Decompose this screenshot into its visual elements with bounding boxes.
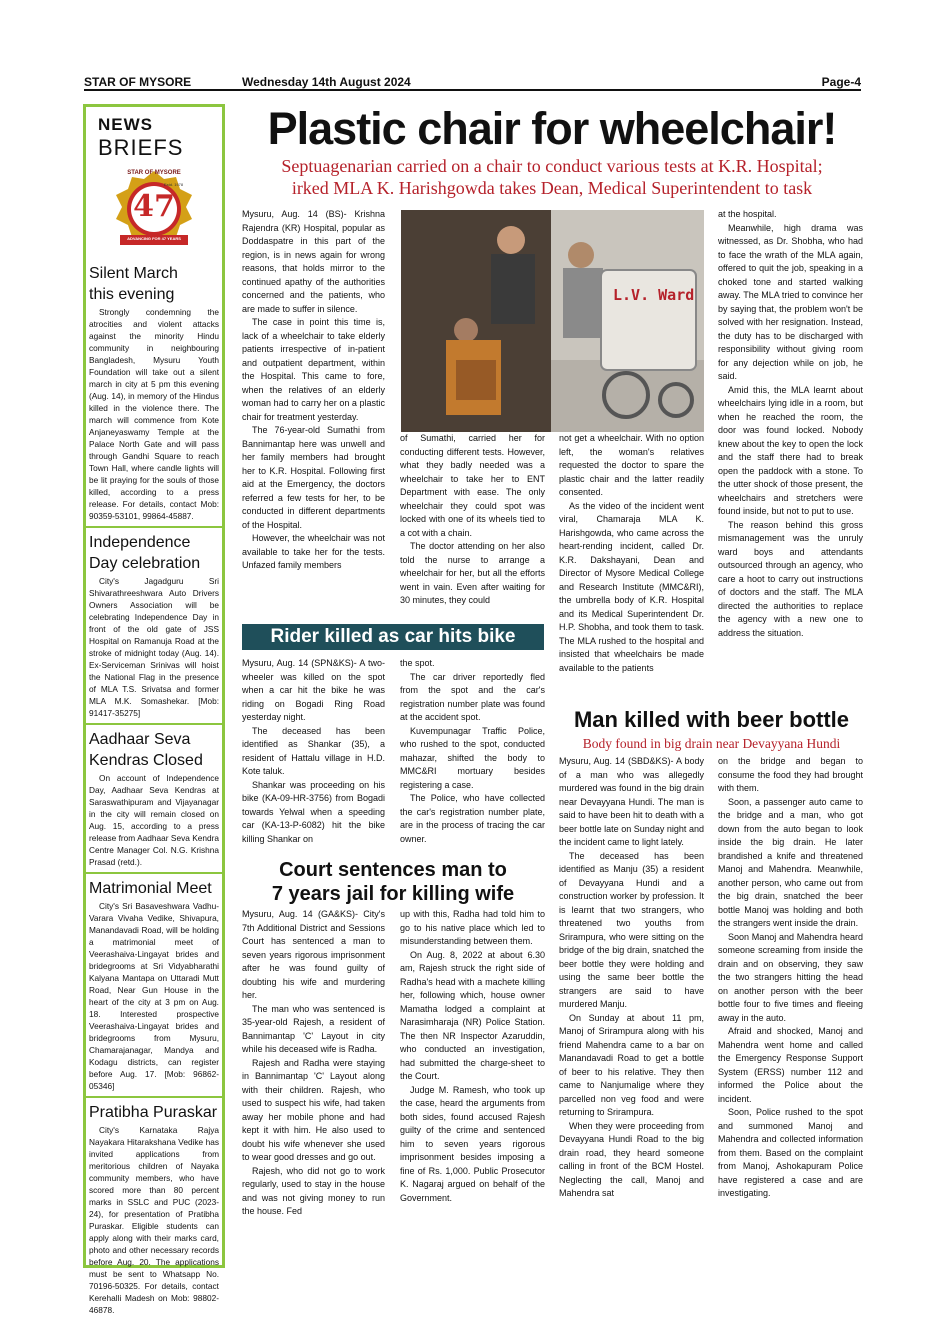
paragraph: Rajesh and Radha were staying in Bannimantap 'C' Layout along with their children. Rajesh, who used to suspect his wife, had taken away her mobile phone and had kept it with him. He also used to doubt his wife whenever she used to wear good dresses and go out. [242,1057,385,1162]
paragraph: When they were proceeding from Devayyana Hundi Road to the big drain road, they heard someone calling in front of the BCM Hostel. Neglecting the call, Manoj and Mahendra sat [559,1120,704,1198]
lead-photo [401,210,704,432]
brief-headline: Matrimonial Meet [89,880,212,897]
paragraph: the spot. [400,658,435,668]
paragraph: on the bridge and began to consume the food they had brought with them. [718,756,863,793]
lead-column-2 [400,432,545,616]
paragraph: Meanwhile, high drama was witnessed, as Dr. Shobha, who had to face the wrath of the MLA again, offered to quit the job, speaking in a choked tone and started walking away. The MLA tried to convince her by saying that, the problem won't be solved with her resignation. Instead, the duty has to be discharged with responsibility without giving room for any dejection while on job, he said. [718,222,863,381]
paragraph: The reason behind this gross mismanagement was the unruly ward boys and attendants outsourced through an agency, who care a hoot to carry out instructions of doctors and the staff. The MLA directed the authorities to replace the agency with a new one to address the situation. [718,519,863,638]
logo-number: 47 [133,189,175,224]
paragraph: Judge M. Ramesh, who took up the case, heard the arguments from both sides, found accused Rajesh guilty of the crime and sentenced him to seven years rigorous imprisonment besides imposing a fine of Rs. 1,000. Public Prosecutor K. Nagaraj argued on behalf of the Government. [400,1084,545,1203]
brief-headline: Silent March this evening [89,265,178,303]
court-column-1 [242,908,385,1264]
paragraph: The deceased has been identified as Shankar (35), a resident of Hattalu village in H.D. Kote taluk. [242,725,385,776]
logo-est: Estd. 1978 [164,182,184,187]
lead-column-1 [242,208,385,616]
brief-item [86,263,222,522]
paragraph: The car driver reportedly fled from the spot and the car's registration number plate was found at the accident spot. [400,671,545,722]
beer-headline: Man killed with beer bottle [573,707,850,732]
anniversary-logo [114,169,194,259]
paragraph: of Sumathi, carried her for conducting different tests. However, what they badly needed was a wheelchair to take her to ENT Department with ease. The only wheelchair they could spot was locked with one of its wheels tied to a cot with a chain. [400,433,545,538]
paragraph: Soon, a passenger auto came to the bridge and a man, who got down from the auto began to look inside the big drain. He later brandished a knife and threatened Manoj and Mahendra. Meanwhile, another person, who came out from the big drain, snatched the beer bottle Manoj was holding and both the strangers went inside the drain. [718,796,863,928]
court-column-2 [400,908,545,1264]
lead-headline: Plastic chair for wheelchair! [267,103,837,154]
paragraph: The 76-year-old Sumathi from Bannimantap here was unwell and her family members had brought her to K.R. Hospital. Following first aid at the Emergency, the doctors referred a few tests for her, to be conducted in different departments of the Hospital. [242,425,385,530]
lead-deck [240,155,864,199]
page-header [84,73,861,91]
paragraph: Mysuru, Aug. 14 (GA&KS)- City's 7th Additional District and Sessions Court has sentenced a man to seven years rigorous imprisonment after he was found guilty of doubting his wife and murdering her. [242,909,385,1000]
brief-body: Strongly condemning the atrocities and violent attacks against the minority Hindu community in neighbouring Bangladesh, Mysuru Youth Foundation will take out a silent march in city at 5 pm this evening (Aug. 14), in memory of the Hindus killed in the violence there. The march will commence from Kote Anjaneyaswamy Temple at the Palace North Gate and will pass through Gandhi Square to reach Town Hall, where candle lights will be lit praying for the souls of those killed, according to a press release. For details, contact Mob: 90359-53101, 99864-45887. [89,307,219,521]
paragraph: However, the wheelchair was not available to take her for the tests. Unfazed family members [242,533,385,570]
paragraph: The doctor attending on her also told the nurse to arrange a wheelchair for her, but all the efforts went in vain. Even after waiting for 30 minutes, they could [400,541,545,605]
brief-headline: Aadhaar Seva Kendras Closed [89,731,203,769]
lead-column-3 [559,432,704,702]
brief-body: On account of Independence Day, Aadhaar Seva Kendras at Saraswathipuram and Vijayanagar in the city will remain closed on Aug. 15, according to a press release from Aadhaar Seva Kendra Centre Manager Col. N.G. Krishna Prasad (retd.). [89,773,219,867]
paragraph: On Aug. 8, 2022 at about 6.30 am, Rajesh struck the right side of Radha's head with a machete killing her, following which, house owner Mamatha lodged a complaint at Narasimharaja (NR) Police Station. The then NR Inspector Azaruddin, who conducted an investigation, had submitted the charge-sheet to the Court. [400,949,545,1081]
paragraph: Mysuru, Aug. 14 (SBD&KS)- A body of a man who was allegedly murdered was found in the big drain near Devayyana Hundi. The man is said to have been hit to death with a beer bottle late on Sunday night and the incident came to light lately. [559,756,704,847]
logo-top-text: STAR OF MYSORE [127,170,181,176]
lead-column-4 [718,208,863,702]
paragraph: at the hospital. [718,209,777,219]
brief-headline: Independence Day celebration [89,534,201,572]
briefs-title-news: NEWS [98,115,153,134]
page-number: Page-4 [821,75,861,89]
hospital-photo-illustration [401,210,704,432]
rider-column-2 [400,657,545,855]
brief-item [86,526,222,719]
logo-ribbon: ADVANCING FOR 47 YEARS [127,236,181,241]
paragraph: Mysuru, Aug. 14 (SPN&KS)- A two-wheeler was killed on the spot when a car hit the bike he was riding on Bogadi Ring Road yesterday night. [242,658,385,722]
brief-body: City's Sri Basaveshwara Vadhu-Varara Vivaha Vedike, Shivapura, Manandavadi Road, will be holding a matrimonial meet of Veerashaiva-Lingayat brides and bridegrooms at Sri Vidyabharathi Kalyana Mantapa on Uttaradi Mutt Road, Near Gun House in the heart of the city at 3 pm on Aug. 18. Interested prospective Veerashaiva-Lingayat brides and bridegrooms from Mysuru, Chamarajanagar, Mandya and Kodagu districts, can register before Aug. 17. [Mob: 96862-05346] [89,901,219,1091]
briefs-title-briefs: BRIEFS [98,135,184,160]
photo-ward-sign: L.V. Ward [613,286,695,304]
brief-body: City's Karnataka Rajya Nayakara Hitarakshana Vedike has invited applications from meritorious children of Nayaka community members, who have scored more than 80 percent marks in SSLC and PUC (2023-24), for presentation of Pratibha Puraskar. Eligible students can apply along with their marks card, photo and other necessary records before Aug. 20. The applications must be sent to Whatsapp No. 70196-50325. For details, contact Kerehalli Madesh on Mob: 98802-46878. [89,1125,219,1315]
beer-column-2 [718,755,863,1264]
paragraph: The Police, who have collected the car's registration number plate, are in the process of tracing the car owner. [400,793,545,844]
paragraph: Kuvempunagar Traffic Police, who rushed to the spot, conducted mahazar, shifted the body to MMC&RI mortuary besides registering a case. [400,725,545,790]
brief-item [86,723,222,868]
beer-deck: Body found in big drain near Devayyana Hundi [582,736,841,751]
paragraph: not get a wheelchair. With no option left, the woman's relatives requested the doctor to spare the plastic chair and the latter readily consented. [559,433,704,497]
court-headline-line-2: 7 years jail for killing wife [271,883,515,905]
paragraph: The man who was sentenced is 35-year-old Rajesh, a resident of Bannimantap 'C' Layout in city while his deceased wife is Radha. [242,1003,385,1054]
paragraph: Mysuru, Aug. 14 (BS)- Krishna Rajendra (KR) Hospital, popular as Doddaspatre in this part of the region, is in news again for wrong reasons, that holds mirror to the continued apathy of the authorities concerned and the patients, who are made to suffer in silence. [242,209,385,314]
paragraph: Amid this, the MLA learnt about wheelchairs lying idle in a room, but when he reached the room, the door was found locked. Nobody knew about the key to open the lock and the staff there had to break open the paddock with a stone. To the utter shock of those present, the wheelchairs and stretchers were found inside, but not to put to use. [718,384,863,516]
court-headline-line-1: Court sentences man to [279,859,507,881]
paragraph: Soon, Police rushed to the spot and summoned Manoj and Mahendra and collected information from them. Based on the complaint from Manoj, Ashokapuram Police have registered a case and are investigating. [718,1107,863,1198]
news-briefs-sidebar [83,104,225,1315]
rider-headline: Rider killed as car hits bike [242,624,544,650]
brief-item [86,872,222,1092]
court-headline [242,858,544,906]
lead-deck-line-2: irked MLA K. Harishgowda takes Dean, Medical Superintendent to task [291,178,813,198]
paragraph: Rajesh, who did not go to work regularly, used to stay in the house and was not giving money to run the house. Fed [242,1165,385,1216]
paragraph: Afraid and shocked, Manoj and Mahendra went home and called the Emergency Response Support System (ERSS) number 112 and informed the Police about the incident. [718,1026,863,1104]
rider-column-1 [242,657,385,855]
beer-column-1 [559,755,704,1264]
brief-headline: Pratibha Puraskar [89,1104,218,1121]
brief-item [86,1096,222,1316]
issue-date: Wednesday 14th August 2024 [242,75,411,89]
paragraph: On Sunday at about 11 pm, Manoj of Srirampura along with his friend Mahendra came to a bar on Manandavadi Road to get a bottle of beer to his relative. They then came to Nanjumalige where they parcelled non veg food and were returning to Srirampura. [559,1012,704,1117]
paper-name: STAR OF MYSORE [84,75,192,89]
paragraph: The deceased has been identified as Manju (35) a resident of Devayyana Hundi and a construction worker by profession. It is learnt that two strangers, who threatened two youths from Srirampura, who were sitting on the bridge of the big drain, snatched the beer bottle they were holding and using the same beer bottle the strangers are said to have murdered Manju. [559,850,704,1009]
paragraph: As the video of the incident went viral, Chamaraja MLA K. Harishgowda, who came across the heart-rending incident, called Dr. K.R. Dakshayani, Dean and Director of Mysore Medical College and Research Institute (MMC&RI), the umbrella body of K.R. Hospital and its Medical Superintendent Dr. H.P. Shobha, and took them to task. The MLA rushed to the hospital and insisted that wheelchairs be made available to the patients [559,500,704,673]
paragraph: The case in point this time is, lack of a wheelchair to take elderly patients irrespective of in-patient and outpatient department, within the Hospital. This came to fore, when the relatives of an elderly woman had to carry her on a plastic chair for treatment yesterday. [242,317,385,422]
paragraph: Shankar was proceeding on his bike (KA-09-HR-3756) from Bogadi towards Yelwal when a speeding car (KA-13-P-6082) hit the bike killing Shankar on [242,779,385,844]
paragraph: up with this, Radha had told him to go to his native place which led to misunderstanding between them. [400,909,545,946]
brief-body: City's Jagadguru Sri Shivarathreeshwara Auto Drivers Owners Association will be celebrating Independence Day in front of the old gate of JSS Hospital on Ramanuja Road at the stroke of midnight today (Aug. 14). Ex-Serviceman Srinivas will hoist the National Flag in the presence of MLA T.S. Srivatsa and former MLA M.K. Somashekar. [Mob: 91417-35275] [89,576,219,718]
lead-deck-line-1: Septuagenarian carried on a chair to conduct various tests at K.R. Hospital; [281,156,823,176]
paragraph: Soon Manoj and Mahendra heard someone screaming from inside the drain and on observing, they saw the two strangers hitting the head on another person with the beer bottle four to five times and fleeing away in the auto. [718,931,863,1023]
